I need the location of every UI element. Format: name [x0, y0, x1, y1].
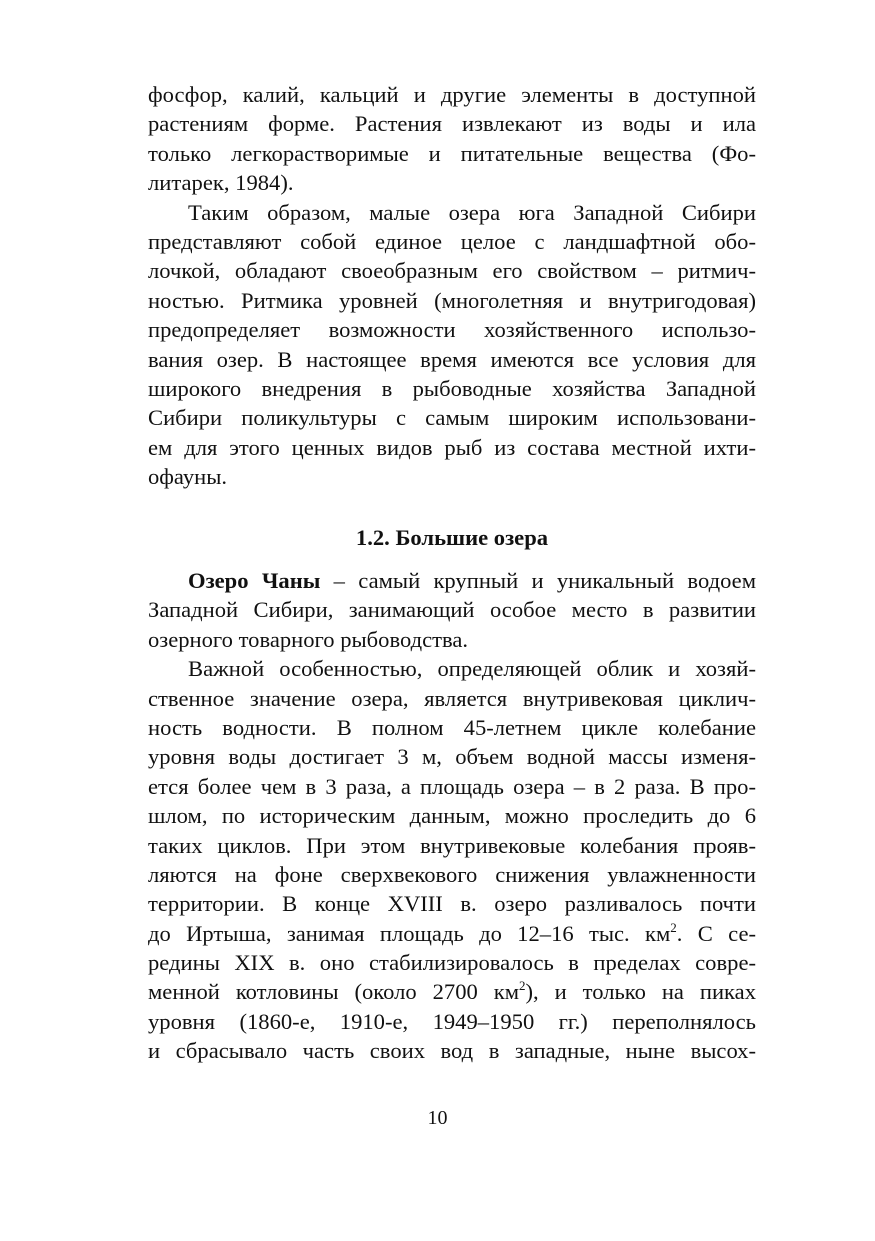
text-line: ем для этого ценных видов рыб из состава местной ихти-	[148, 434, 756, 460]
text-line: ность водности. В полном 45-летнем цикле колебание	[148, 714, 756, 740]
text-line: таких циклов. При этом внутривековые колебания прояв-	[148, 832, 756, 858]
text-line: офауны.	[148, 464, 228, 490]
text-line: Сибири поликультуры с самым широким использовани-	[148, 405, 756, 431]
text-line: уровня воды достигает 3 м, объем водной массы изменя-	[148, 744, 756, 770]
text-fragment: менной котловины (около 2700 км	[148, 979, 520, 1005]
lake-name-bold: Озеро Чаны	[188, 568, 321, 593]
text-line: литарек, 1984).	[148, 170, 294, 196]
paragraph-4	[148, 654, 756, 1065]
text-line: ляются на фоне сверхвекового снижения увлажненности	[148, 861, 756, 887]
text-line: широкого внедрения в рыбоводные хозяйства Западной	[148, 375, 756, 401]
paragraph-3	[148, 566, 756, 654]
text-line	[148, 919, 756, 948]
text-line: Западной Сибири, занимающий особое место в развитии	[148, 597, 756, 623]
text-fragment: . С се-	[676, 920, 756, 946]
text-fragment: ), и только на пиках	[525, 979, 757, 1005]
text-line: редины XIX в. оно стабилизировалось в пределах совре-	[148, 950, 756, 976]
text-line: Таким образом, малые озера юга Западной Сибири	[188, 199, 756, 225]
text-fragment: – самый крупный и уникальный водоем	[320, 568, 756, 593]
text-line: только легкорастворимые и питательные вещества (Фо-	[148, 140, 756, 166]
text-line: и сбрасывало часть своих вод в западные, ныне высох-	[148, 1038, 756, 1064]
text-line: ственное значение озера, является внутривековая циклич-	[148, 685, 756, 711]
text-line: растениям форме. Растения извлекают из воды и ила	[148, 111, 756, 137]
section-heading: 1.2. Большие озера	[355, 525, 549, 550]
paragraph-1	[148, 80, 756, 198]
text-line: Важной особенностью, определяющей облик и хозяй-	[188, 656, 756, 682]
text-fragment: до Иртыша, занимая площадь до 12–16 тыс. км	[148, 920, 671, 946]
text-line: лочкой, обладают своеобразным его свойством – ритмич-	[148, 258, 756, 284]
text-line: представляют собой единое целое с ландшафтной обо-	[148, 228, 756, 254]
text-line: ностью. Ритмика уровней (многолетняя и внутригодовая)	[148, 287, 756, 313]
text-line: территории. В конце XVIII в. озеро разливалось почти	[148, 891, 756, 917]
paragraph-2	[148, 198, 756, 492]
body-text-bottom	[148, 566, 756, 1066]
superscript: 2	[670, 919, 677, 935]
text-line: шлом, по историческим данным, можно проследить до 6	[148, 803, 756, 829]
text-line: уровня (1860-е, 1910-е, 1949–1950 гг.) переполнялось	[148, 1008, 756, 1034]
body-text-top	[148, 80, 756, 491]
text-line: ется более чем в 3 раза, а площадь озера – в 2 раза. В про-	[148, 773, 756, 799]
text-line	[148, 566, 756, 595]
text-line: вания озер. В настоящее время имеются все условия для	[148, 346, 756, 372]
page-number: 10	[427, 1107, 448, 1129]
text-line: фосфор, калий, кальций и другие элементы в доступной	[148, 82, 756, 107]
text-line	[148, 977, 756, 1006]
superscript: 2	[519, 978, 526, 994]
text-line: предопределяет возможности хозяйственного использо-	[148, 317, 756, 343]
text-line: озерного товарного рыбоводства.	[148, 626, 469, 652]
